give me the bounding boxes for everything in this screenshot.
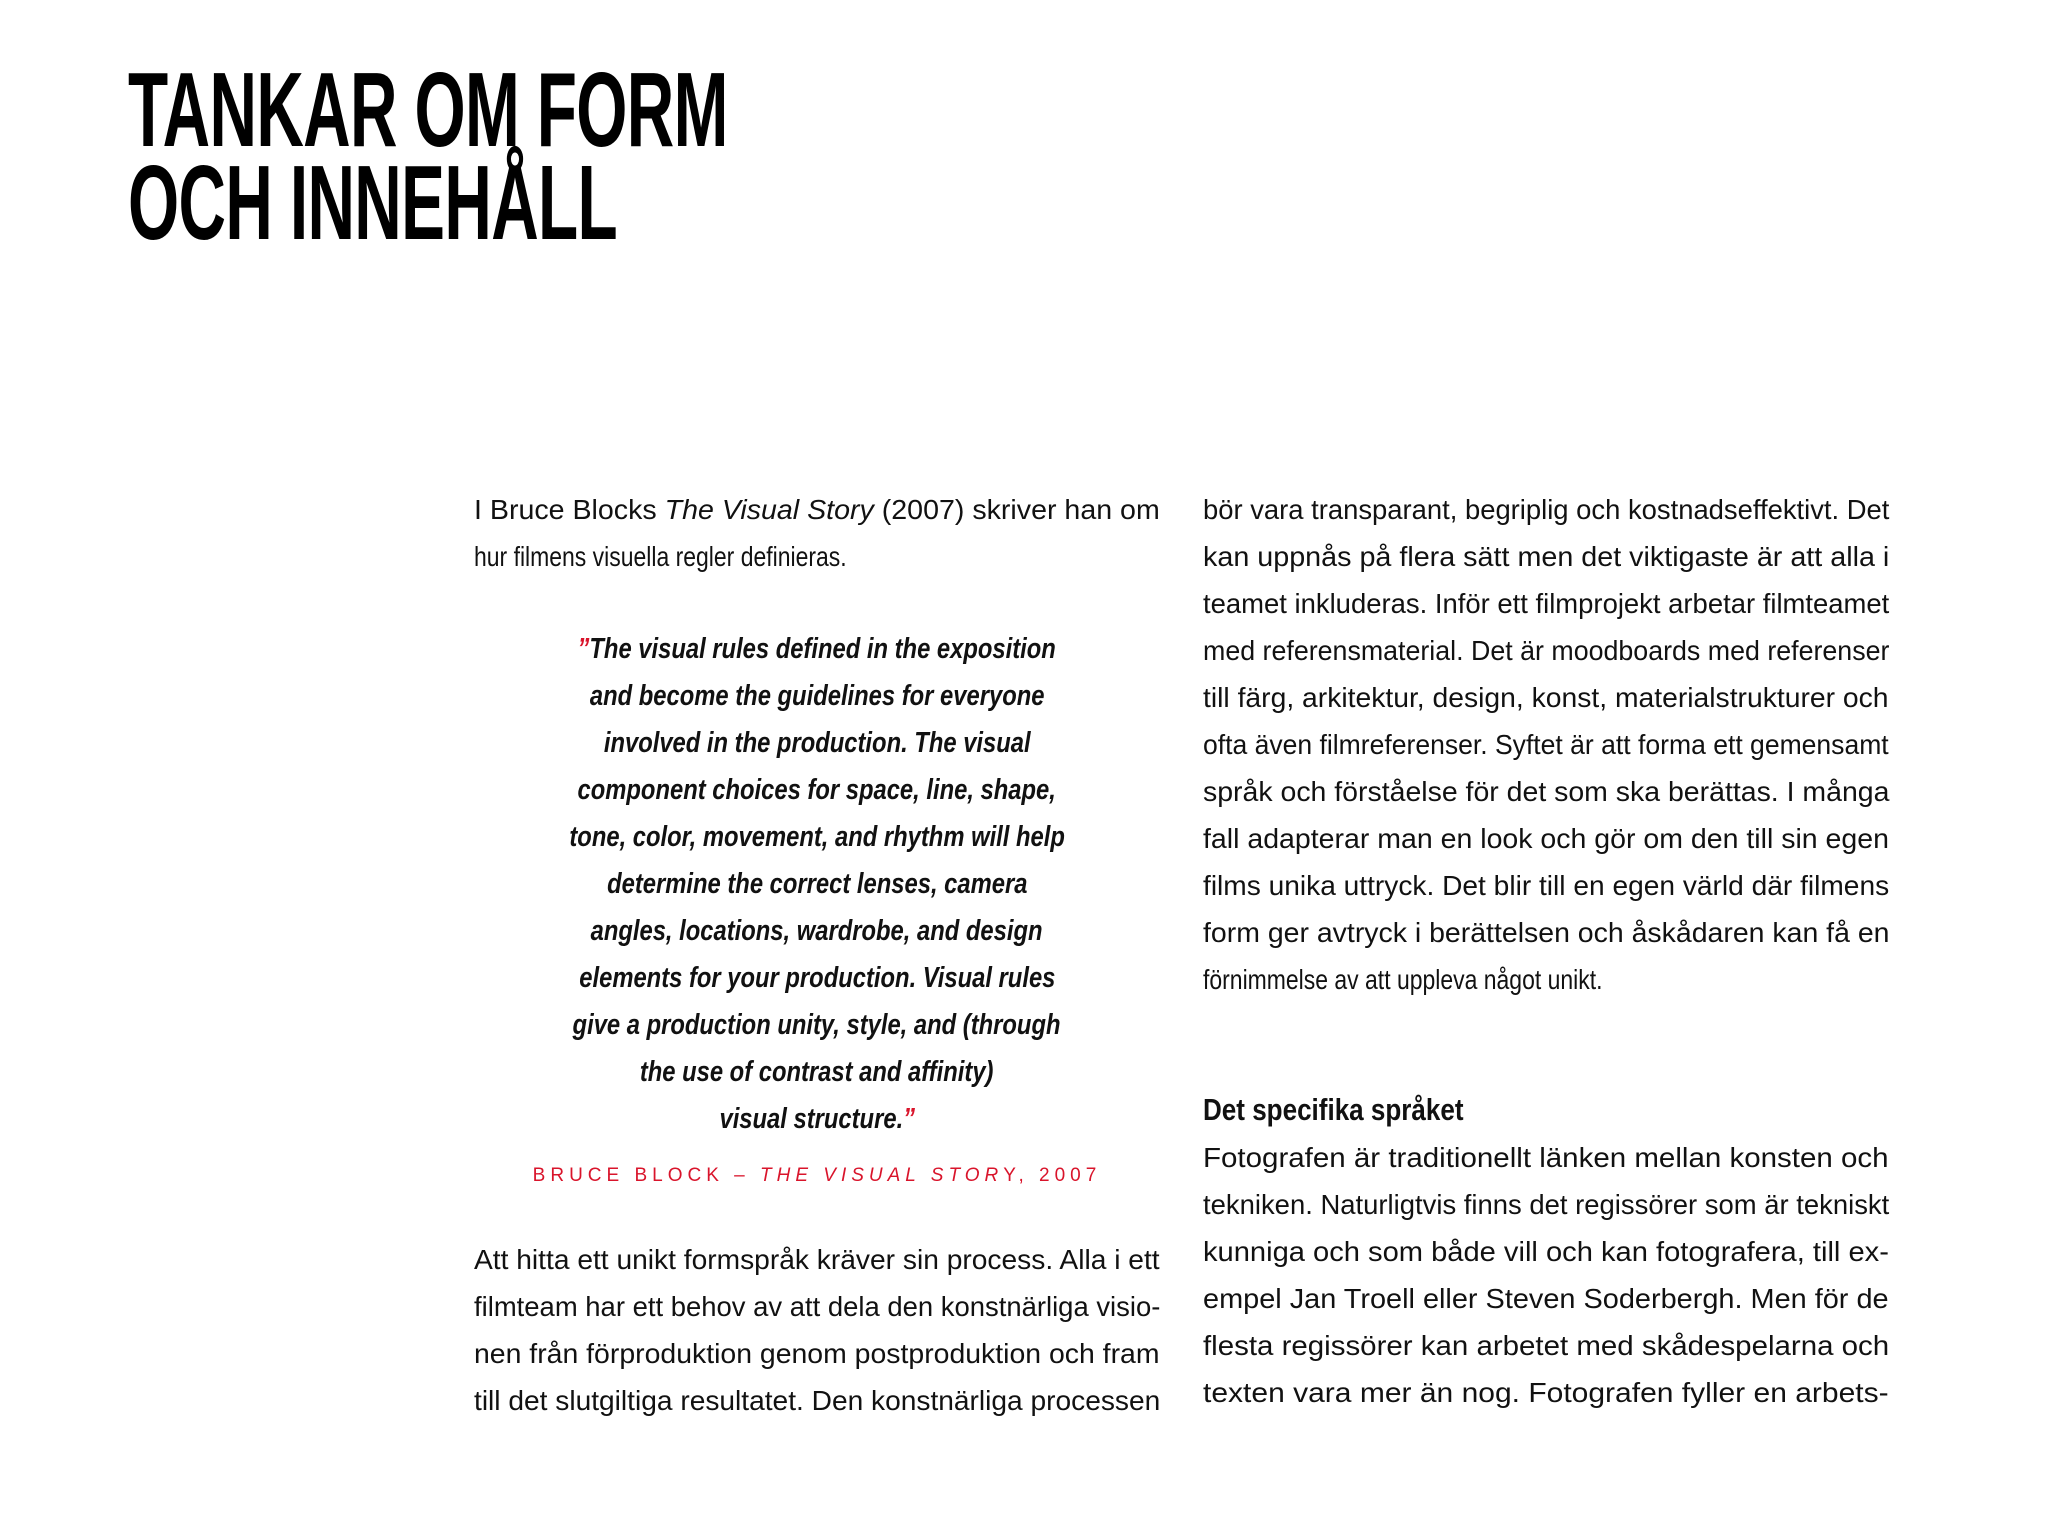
body-text: bör vara transparant, begriplig och kostnadseffektivt. Det xyxy=(1203,494,1890,525)
body-line xyxy=(1203,1284,1889,1314)
body-text: filmteam har ett behov av att dela den konstnärliga visio- xyxy=(474,1291,1161,1322)
body-line xyxy=(474,1386,1160,1416)
body-line xyxy=(1203,777,1889,807)
quote-text: angles, locations, wardrobe, and design xyxy=(591,915,1043,947)
body-line xyxy=(1203,1190,1889,1220)
quote-text: and become the guidelines for everyone xyxy=(589,680,1045,712)
page-title-line-2: OCH INNEHÅLL xyxy=(128,144,618,262)
body-line xyxy=(1203,965,1889,995)
page-title-line-1: TANKAR OM FORM xyxy=(128,51,728,169)
section-heading: Det specifika språket xyxy=(1203,1092,1464,1127)
body-line xyxy=(1203,824,1889,854)
quote-line xyxy=(474,728,1160,758)
body-text: språk och förståelse för det som ska berättas. I många xyxy=(1203,776,1890,807)
body-line xyxy=(1203,918,1889,948)
quote-line xyxy=(474,1057,1160,1087)
quote-text: visual structure. xyxy=(719,1103,903,1135)
intro-line xyxy=(474,542,1160,572)
body-line xyxy=(1203,871,1889,901)
body-text: kunniga och som både vill och kan fotografera, till ex- xyxy=(1203,1236,1889,1267)
body-line xyxy=(1203,495,1889,525)
body-line xyxy=(474,1339,1160,1369)
close-quote-mark: ” xyxy=(902,1103,915,1135)
quote-line xyxy=(474,1104,1160,1134)
body-text: Att hitta ett unikt formspråk kräver sin process. Alla i ett xyxy=(474,1244,1160,1275)
quote-text: involved in the production. The visual xyxy=(603,727,1031,759)
quote-text: tone, color, movement, and rhythm will help xyxy=(569,821,1065,853)
body-line xyxy=(1203,542,1889,572)
body-text: empel Jan Troell eller Steven Soderbergh. Men för de xyxy=(1203,1283,1889,1314)
intro-text-pre: I Bruce Blocks xyxy=(474,494,665,525)
intro-line xyxy=(474,495,1160,525)
body-text: texten vara mer än nog. Fotografen fyller en arbets- xyxy=(1203,1377,1889,1408)
quote-line xyxy=(474,963,1160,993)
open-quote-mark: ” xyxy=(577,633,590,665)
quote-line xyxy=(474,775,1160,805)
body-line xyxy=(1203,730,1889,760)
body-line xyxy=(474,1292,1160,1322)
intro-text-line-2: hur filmens visuella regler definieras. xyxy=(474,541,847,572)
quote-line xyxy=(474,916,1160,946)
body-text: Fotografen är traditionellt länken mellan konsten och xyxy=(1203,1142,1889,1173)
quote-text: the use of contrast and affinity) xyxy=(640,1056,994,1088)
quote-text: component choices for space, line, shape, xyxy=(577,774,1057,806)
quote-line xyxy=(474,1010,1160,1040)
quote-line xyxy=(474,822,1160,852)
body-text: ofta även filmreferenser. Syftet är att forma ett gemensamt xyxy=(1203,729,1889,760)
quote-text: The visual rules defined in the exposition xyxy=(589,633,1057,665)
quote-text: determine the correct lenses, camera xyxy=(606,868,1028,900)
quote-line xyxy=(474,869,1160,899)
body-text: med referensmaterial. Det är moodboards med referenser xyxy=(1203,635,1890,666)
quote-text: give a production unity, style, and (through xyxy=(573,1009,1061,1041)
body-text: films unika uttryck. Det blir till en egen värld där filmens xyxy=(1203,870,1890,901)
body-text: nen från förproduktion genom postproduktion och fram xyxy=(474,1338,1160,1369)
quote-line xyxy=(474,634,1160,664)
body-text: form ger avtryck i berättelsen och åskådaren kan få en xyxy=(1203,917,1890,948)
quote-attribution xyxy=(474,1166,1160,1186)
attribution-work-italic: THE VISUAL STOR xyxy=(760,1165,1004,1186)
body-text: förnimmelse av att uppleva något unikt. xyxy=(1203,964,1603,995)
body-text: flesta regissörer kan arbetet med skådespelarna och xyxy=(1203,1330,1890,1361)
body-line xyxy=(474,1245,1160,1275)
body-text: till det slutgiltiga resultatet. Den konstnärliga processen xyxy=(474,1385,1161,1416)
body-line xyxy=(1203,683,1889,713)
book-title-italic: The Visual Story xyxy=(664,494,874,525)
body-line xyxy=(1203,589,1889,619)
quote-line xyxy=(474,681,1160,711)
intro-text-post: (2007) skriver han om xyxy=(873,494,1160,525)
body-line xyxy=(1203,1378,1889,1408)
attribution-author: BRUCE BLOCK – xyxy=(532,1165,760,1186)
quote-text: elements for your production. Visual rules xyxy=(578,962,1056,994)
body-text: till färg, arkitektur, design, konst, materialstrukturer och xyxy=(1203,682,1889,713)
body-line xyxy=(1203,1237,1889,1267)
attribution-work-rest: Y, 2007 xyxy=(1003,1165,1102,1186)
body-text: tekniken. Naturligtvis finns det regissörer som är tekniskt xyxy=(1203,1189,1890,1220)
body-line xyxy=(1203,1143,1889,1173)
body-text: kan uppnås på flera sätt men det viktigaste är att alla i xyxy=(1203,541,1890,572)
body-text: teamet inkluderas. Inför ett filmprojekt arbetar filmteamet xyxy=(1203,588,1890,619)
body-text: fall adapterar man en look och gör om den till sin egen xyxy=(1203,823,1889,854)
body-line xyxy=(1203,636,1889,666)
body-line xyxy=(1203,1331,1889,1361)
